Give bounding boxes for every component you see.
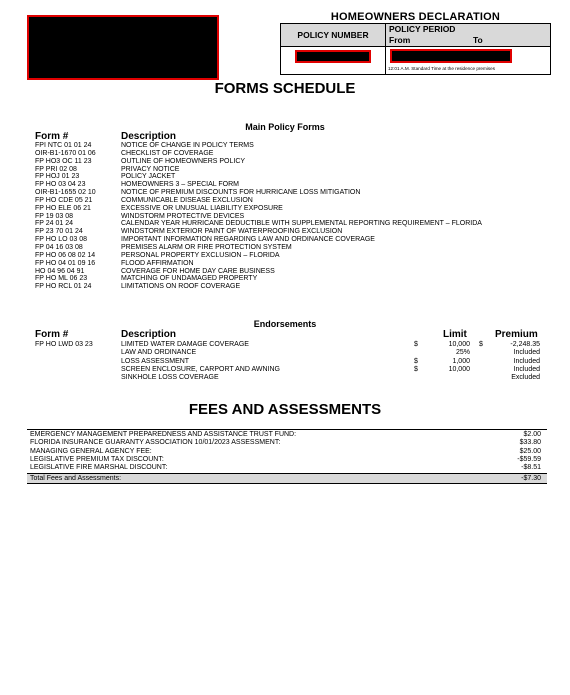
fee-label: FLORIDA INSURANCE GUARANTY ASSOCIATION 10/01/2023 ASSESSMENT:	[30, 439, 281, 447]
form-number: FP HO LO 03 08	[35, 236, 88, 244]
form-description: PERSONAL PROPERTY EXCLUSION – FLORIDA	[121, 251, 280, 259]
endorsement-form-number-header: Form #	[35, 329, 69, 340]
policy-period-to-label: To	[473, 35, 483, 45]
form-description: MATCHING OF UNDAMAGED PROPERTY	[121, 275, 258, 283]
endorsement-row	[35, 374, 540, 382]
form-description: LIMITATIONS ON ROOF COVERAGE	[121, 283, 241, 291]
form-number: FP HO3 OC 11 23	[35, 157, 92, 165]
premium-currency: $	[479, 341, 483, 348]
fee-amount: -$8.51	[521, 464, 541, 472]
form-description: IMPORTANT INFORMATION REGARDING LAW AND ORDINANCE COVERAGE	[121, 236, 375, 244]
policy-number-label: POLICY NUMBER	[297, 30, 369, 40]
endorsement-limit: 1,000	[452, 357, 470, 365]
form-description: PRIVACY NOTICE	[121, 165, 180, 173]
declaration-divider	[385, 24, 386, 74]
form-number: FP HO 06 08 02 14	[35, 251, 96, 259]
form-description: PREMISES ALARM OR FIRE PROTECTION SYSTEM	[121, 243, 292, 251]
form-number: OIR-B1-1670 01 06	[35, 149, 96, 157]
policy-period-from-label: From	[389, 35, 411, 45]
endorsement-limit: 10,000	[448, 341, 470, 348]
endorsement-premium: Included	[513, 365, 540, 373]
declaration-title: HOMEOWNERS DECLARATION	[330, 11, 501, 23]
fee-row	[27, 448, 547, 456]
form-number: FP HO 04 01 09 16	[35, 259, 96, 267]
fees-total-row	[27, 473, 547, 484]
form-number: FP 24 01 24	[35, 220, 74, 228]
fees-total-amount: -$7.30	[521, 475, 541, 483]
endorsements-title: Endorsements	[253, 319, 317, 329]
form-description: WINDSTORM EXTERIOR PAINT OF WATERPROOFING EXCLUSION	[121, 228, 343, 236]
declaration-header	[280, 11, 551, 75]
endorsement-limit: 25%	[455, 349, 470, 357]
fee-row	[27, 464, 547, 472]
endorsement-description: SINKHOLE LOSS COVERAGE	[121, 374, 219, 382]
fees-table	[27, 429, 547, 484]
fee-amount: $25.00	[519, 447, 541, 455]
forms-schedule-title: FORMS SCHEDULE	[214, 80, 356, 97]
fee-row	[27, 439, 547, 447]
form-description: CHECKLIST OF COVERAGE	[121, 149, 214, 157]
fees-total-label: Total Fees and Assessments:	[30, 475, 122, 483]
endorsement-row	[35, 349, 540, 357]
form-number: FP HO ELE 06 21	[35, 204, 91, 212]
form-number: HO 04 96 04 91	[35, 267, 85, 275]
fee-row	[27, 431, 547, 439]
endorsement-premium: Included	[513, 349, 540, 357]
form-description: NOTICE OF PREMIUM DISCOUNTS FOR HURRICANE LOSS MITIGATION	[121, 189, 361, 197]
form-number: FP 19 03 08	[35, 212, 74, 220]
endorsement-limit: 10,000	[448, 365, 470, 373]
redacted-policy-number	[295, 50, 371, 63]
premium-header: Premium	[495, 329, 538, 340]
form-number: FP HO 03 04 23	[35, 181, 86, 189]
fee-amount: $2.00	[523, 431, 541, 438]
form-description: HOMEOWNERS 3 – SPECIAL FORM	[121, 181, 239, 189]
endorsement-form-number: FP HO LWD 03 23	[35, 341, 93, 348]
limit-currency: $	[414, 341, 418, 348]
form-description: CALENDAR YEAR HURRICANE DEDUCTIBLE WITH SUPPLEMENTAL REPORTING REQUIREMENT – FLORIDA	[121, 220, 482, 228]
form-number: FP 04 16 03 08	[35, 243, 83, 251]
form-description: COVERAGE FOR HOME DAY CARE BUSINESS	[121, 267, 275, 275]
main-form-number-header: Form #	[35, 131, 69, 142]
endorsement-description-header: Description	[121, 329, 177, 340]
fee-label: LEGISLATIVE PREMIUM TAX DISCOUNT:	[30, 455, 164, 463]
redacted-insured-info	[27, 15, 219, 80]
endorsement-row	[35, 358, 540, 366]
fee-row	[27, 456, 547, 464]
main-description-header: Description	[121, 131, 177, 142]
fee-amount: -$59.59	[517, 455, 541, 463]
endorsement-row	[35, 341, 540, 349]
form-description: EXCESSIVE OR UNUSUAL LIABILITY EXPOSURE	[121, 204, 283, 212]
policy-period-label: POLICY PERIOD	[389, 24, 456, 34]
form-number: FP PRI 02 08	[35, 165, 77, 173]
limit-header: Limit	[443, 329, 467, 340]
main-policy-forms-title: Main Policy Forms	[245, 122, 325, 132]
form-number: FP 23 70 01 24	[35, 228, 83, 236]
form-description: POLICY JACKET	[121, 173, 176, 181]
form-number: FPI NTC 01 01 24	[35, 142, 92, 149]
endorsement-premium: Excluded	[511, 374, 540, 382]
policy-period-time-note: 12:01 A.M. Standard Time at the residence premises	[388, 66, 495, 71]
limit-currency: $	[414, 357, 418, 365]
form-description: NOTICE OF CHANGE IN POLICY TERMS	[121, 142, 254, 149]
fee-label: LEGISLATIVE FIRE MARSHAL DISCOUNT:	[30, 464, 168, 472]
declaration-box	[280, 23, 551, 75]
endorsement-description: LIMITED WATER DAMAGE COVERAGE	[121, 341, 249, 348]
limit-currency: $	[414, 365, 418, 373]
form-description: OUTLINE OF HOMEOWNERS POLICY	[121, 157, 246, 165]
form-description: COMMUNICABLE DISEASE EXCLUSION	[121, 196, 253, 204]
endorsement-premium: Included	[513, 357, 540, 365]
fees-title: FEES AND ASSESSMENTS	[188, 401, 382, 418]
form-number: OIR-B1-1655 02 10	[35, 189, 96, 197]
form-number: FP HO ML 06 23	[35, 275, 88, 283]
form-number: FP HO RCL 01 24	[35, 283, 92, 291]
endorsement-description: SCREEN ENCLOSURE, CARPORT AND AWNING	[121, 365, 280, 373]
endorsements-list	[35, 341, 540, 382]
fee-label: MANAGING GENERAL AGENCY FEE:	[30, 447, 152, 455]
endorsement-description: LAW AND ORDINANCE	[121, 349, 197, 357]
form-number: FP HO CDE 05 21	[35, 196, 93, 204]
form-description: WINDSTORM PROTECTIVE DEVICES	[121, 212, 245, 220]
fee-amount: $33.80	[519, 439, 541, 447]
endorsement-row	[35, 366, 540, 374]
endorsement-premium: -2,248.35	[510, 341, 540, 348]
endorsement-description: LOSS ASSESSMENT	[121, 357, 190, 365]
fees-rows	[27, 430, 547, 472]
form-number: FP HOJ 01 23	[35, 173, 80, 181]
form-description: FLOOD AFFIRMATION	[121, 259, 194, 267]
redacted-policy-period	[390, 49, 512, 63]
fee-label: EMERGENCY MANAGEMENT PREPAREDNESS AND ASSISTANCE TRUST FUND:	[30, 431, 297, 438]
